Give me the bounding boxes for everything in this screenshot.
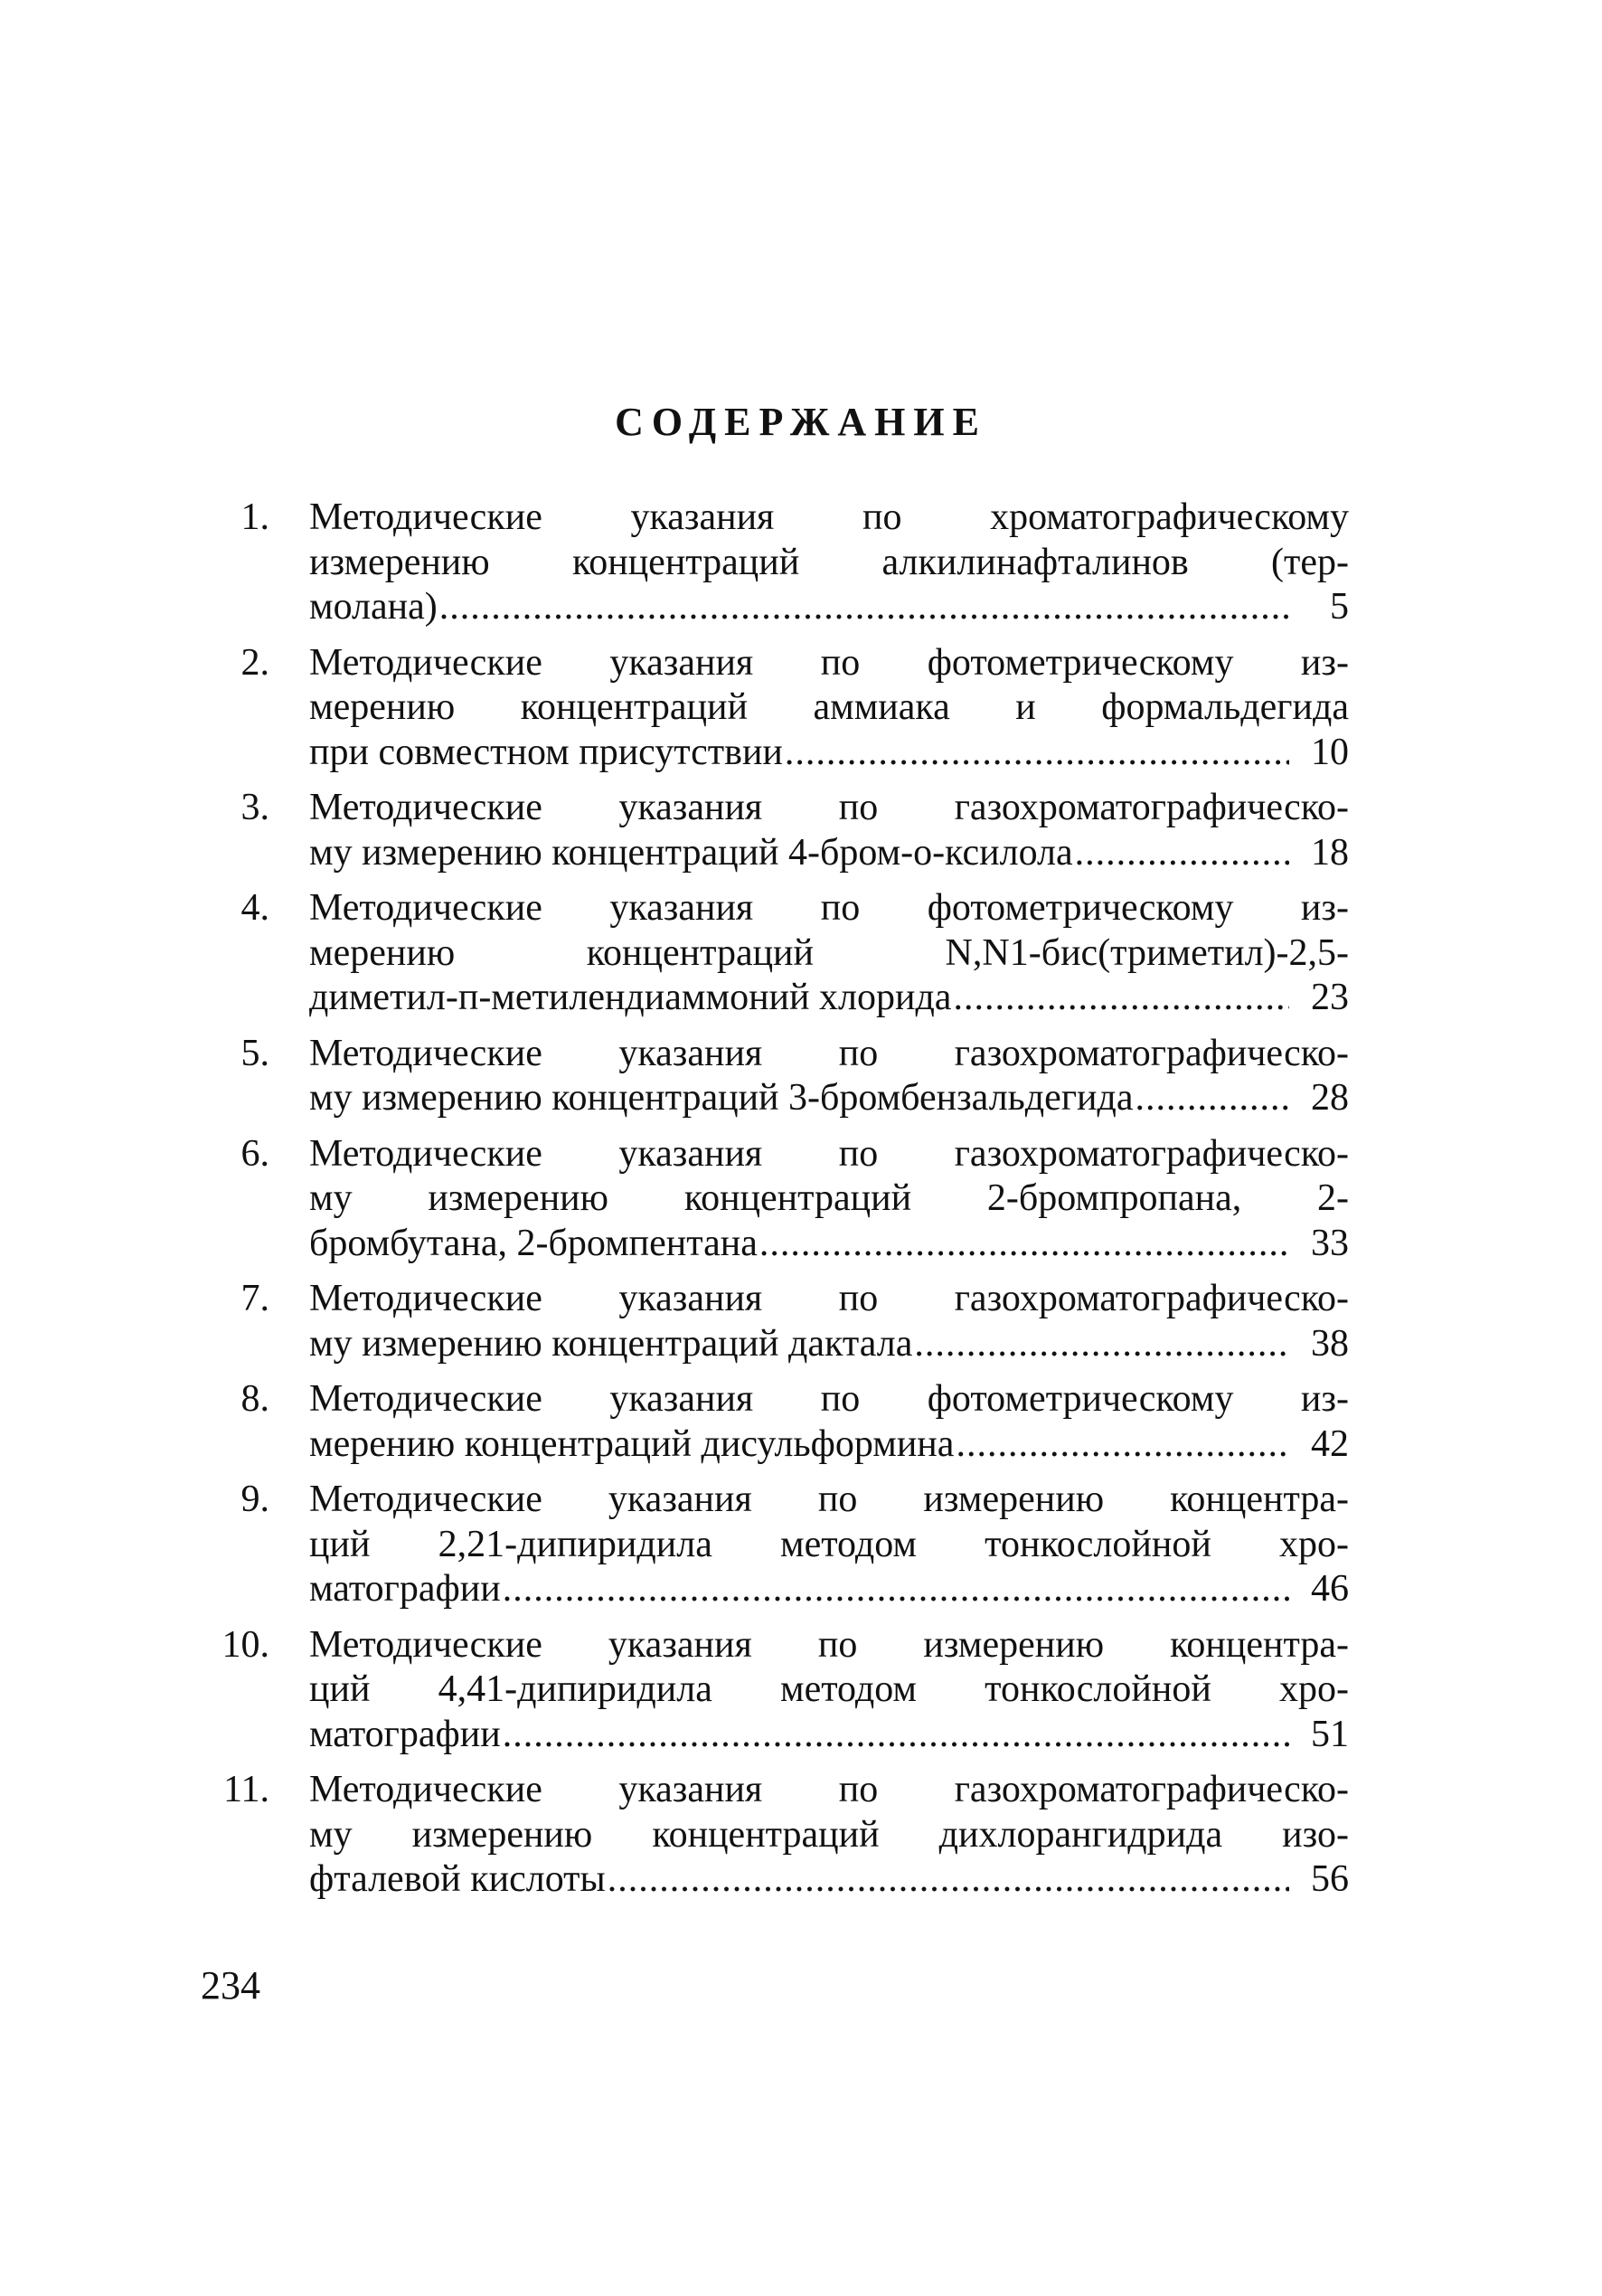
entry-line: Методические указания по газохроматографическо- xyxy=(309,1769,1349,1810)
entry-number: 3. xyxy=(240,787,269,828)
entry-line: Методические указания по газохроматографическо- xyxy=(309,787,1349,828)
entry-line: при совместном присутствии xyxy=(309,731,783,773)
entry-line: му измерению концентраций 2-бромпропана, 2- xyxy=(309,1177,1349,1219)
entry-line: му измерению концентраций 3-бромбензальдегида xyxy=(309,1077,1134,1119)
dot-leader xyxy=(956,1422,1289,1468)
entry-line: ций 4,41-дипиридила методом тонкослойной хро- xyxy=(309,1668,1349,1710)
entry-line: диметил-п-метилендиаммоний хлорида xyxy=(309,977,952,1018)
entry-line: матографии xyxy=(309,1713,501,1755)
page-number: 51 xyxy=(1311,1713,1349,1755)
entry-number: 9. xyxy=(240,1479,269,1520)
toc-entry-2 xyxy=(190,641,1349,776)
entry-line: Методические указания по фотометрическому из- xyxy=(309,641,1349,684)
entry-number: 6. xyxy=(240,1132,269,1175)
page-number: 5 xyxy=(1330,586,1349,628)
page-folio-number: 234 xyxy=(201,1963,260,2008)
entry-line: Методические указания по измерению концентра- xyxy=(309,1479,1349,1520)
entry-last-line xyxy=(309,585,1349,630)
toc-entry-1 xyxy=(190,496,1349,630)
page-number: 10 xyxy=(1311,731,1349,773)
entry-line: измерению концентраций алкилинафталинов (тер- xyxy=(309,541,1349,583)
entry-line: ций 2,21-дипиридила методом тонкослойной хро- xyxy=(309,1523,1349,1565)
entry-line: Методические указания по газохроматографическо- xyxy=(309,1032,1349,1074)
entry-number: 1. xyxy=(240,496,269,538)
dot-leader xyxy=(785,731,1289,776)
entry-line: Методические указания по хроматографическому xyxy=(309,496,1349,538)
entry-line: Методические указания по газохроматографическо- xyxy=(309,1278,1349,1319)
dot-leader xyxy=(759,1222,1289,1267)
entry-line: Методические указания по газохроматографическо- xyxy=(309,1132,1349,1175)
page-number: 23 xyxy=(1311,977,1349,1018)
entry-line: му измерению концентраций дихлорангидрида изо- xyxy=(309,1813,1349,1856)
entry-last-line xyxy=(309,1713,1349,1758)
entry-line: молана) xyxy=(309,586,438,628)
dot-leader xyxy=(953,976,1289,1021)
toc-entry-7 xyxy=(190,1277,1349,1366)
dot-leader xyxy=(1075,831,1289,876)
entry-line: Методические указания по фотометрическому из- xyxy=(309,1378,1349,1420)
page-number: 33 xyxy=(1311,1222,1349,1264)
entry-last-line xyxy=(309,1076,1349,1121)
entry-line: бромбутана, 2-бромпентана xyxy=(309,1222,758,1264)
dot-leader xyxy=(608,1857,1289,1903)
toc-entry-8 xyxy=(190,1377,1349,1467)
entry-last-line xyxy=(309,1567,1349,1612)
entry-line: фталевой кислоты xyxy=(309,1858,606,1900)
entry-line: му измерению концентраций дактала xyxy=(309,1322,913,1365)
dot-leader xyxy=(503,1567,1289,1612)
entry-line: мерению концентраций аммиака и формальдегида xyxy=(309,686,1349,728)
entry-last-line xyxy=(309,1422,1349,1468)
entry-line: мерению концентраций дисульформина xyxy=(309,1422,955,1465)
entry-line: мерению концентраций N,N1-бис(триметил)-2,5- xyxy=(309,931,1349,974)
entry-number: 10. xyxy=(221,1623,269,1666)
entry-line: Методические указания по фотометрическому из- xyxy=(309,887,1349,929)
toc-entry-5 xyxy=(190,1032,1349,1121)
table-of-contents xyxy=(190,496,1349,1913)
entry-line: му измерению концентраций 4-бром-о-ксилола xyxy=(309,831,1073,874)
toc-entry-3 xyxy=(190,786,1349,875)
dot-leader xyxy=(914,1322,1289,1367)
toc-entry-9 xyxy=(190,1478,1349,1612)
entry-number: 7. xyxy=(240,1278,269,1319)
entry-line: матографии xyxy=(309,1568,501,1610)
dot-leader xyxy=(1136,1076,1289,1121)
entry-last-line xyxy=(309,976,1349,1021)
dot-leader xyxy=(439,585,1289,630)
page-title: СОДЕРЖАНИЕ xyxy=(615,400,987,444)
page-number: 42 xyxy=(1311,1422,1349,1465)
page-number: 46 xyxy=(1311,1568,1349,1610)
page-number: 38 xyxy=(1311,1322,1349,1365)
page-number: 18 xyxy=(1311,831,1349,874)
entry-last-line xyxy=(309,731,1349,776)
toc-entry-6 xyxy=(190,1132,1349,1267)
entry-line: Методические указания по измерению концентра- xyxy=(309,1623,1349,1666)
entry-last-line xyxy=(309,1857,1349,1903)
page-number: 28 xyxy=(1311,1077,1349,1119)
toc-entry-4 xyxy=(190,886,1349,1021)
entry-last-line xyxy=(309,1222,1349,1267)
entry-number: 5. xyxy=(240,1032,269,1074)
entry-number: 2. xyxy=(240,641,269,684)
entry-last-line xyxy=(309,1322,1349,1367)
entry-number: 8. xyxy=(240,1378,269,1420)
entry-number: 11. xyxy=(223,1769,269,1810)
entry-number: 4. xyxy=(240,887,269,929)
entry-last-line xyxy=(309,831,1349,876)
toc-entry-10 xyxy=(190,1623,1349,1758)
toc-entry-11 xyxy=(190,1768,1349,1903)
dot-leader xyxy=(503,1713,1289,1758)
page-number: 56 xyxy=(1311,1858,1349,1900)
